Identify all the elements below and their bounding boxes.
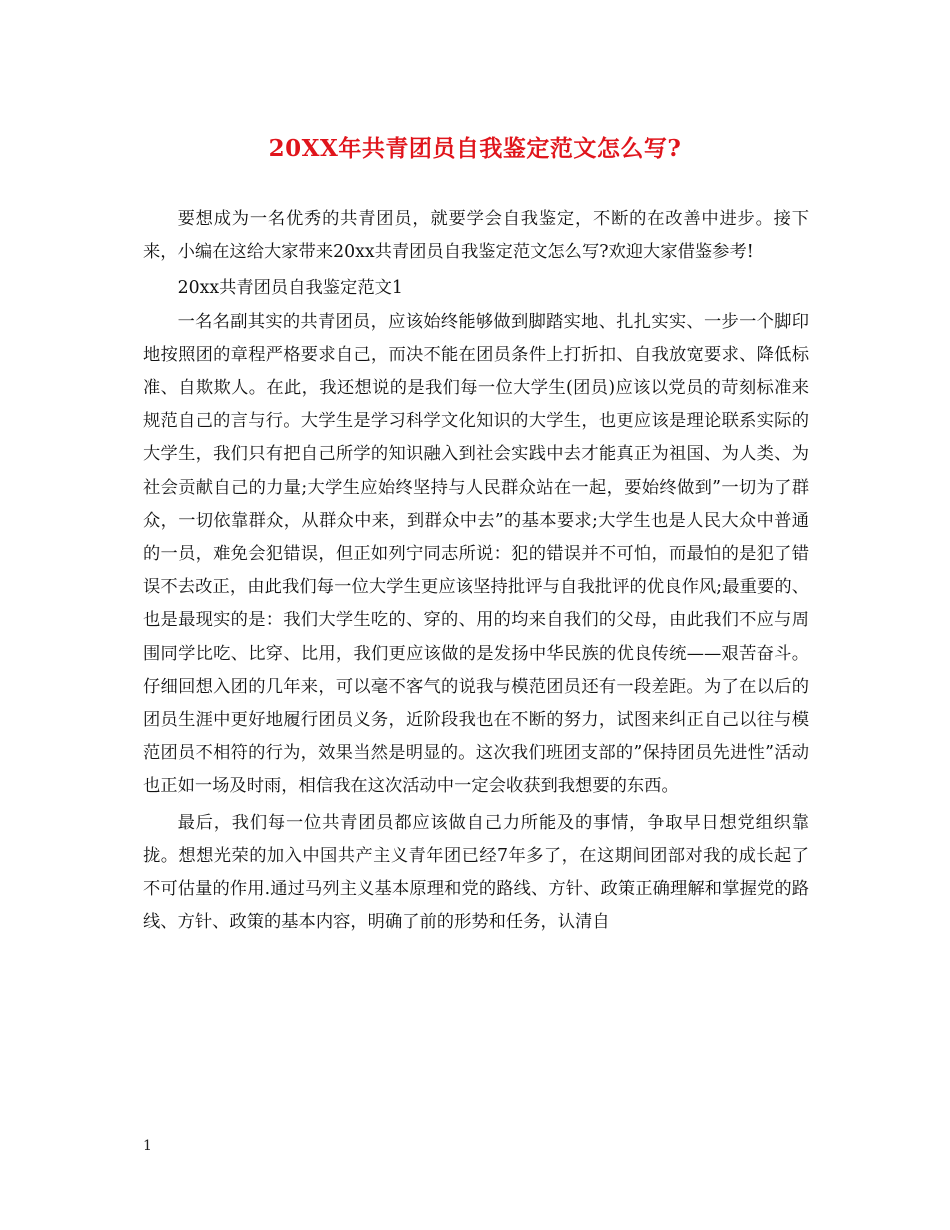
body-paragraph: 最后，我们每一位共青团员都应该做自己力所能及的事情，争取早日想党组织靠拢。想想光荣的加入中国共产主义青年团已经7年多了，在这期间团部对我的成长起了不可估量的作用.通过马列主义基本原理和党的路线、方针、政策正确理解和掌握党的路线、方针、政策的基本内容，明确了前的形势和任务，认清自 bbox=[143, 812, 809, 933]
document-body bbox=[143, 203, 809, 939]
body-paragraph: 一名名副其实的共青团员，应该始终能够做到脚踏实地、扎扎实实、一步一个脚印地按照团的章程严格要求自己，而决不能在团员条件上打折扣、自我放宽要求、降低标准、自欺欺人。在此，我还想说的是我们每一位大学生(团员)应该以党员的苛刻标准来规范自己的言与行。大学生是学习科学文化知识的大学生，也更应该是理论联系实际的大学生，我们只有把自己所学的知识融入到社会实践中去才能真正为祖国、为人类、为社会贡献自己的力量;大学生应始终坚持与人民群众站在一起，要始终做到”一切为了群众，一切依靠群众，从群众中来，到群众中去”的基本要求;大学生也是人民大众中普通的一员，难免会犯错误，但正如列宁同志所说：犯的错误并不可怕，而最怕的是犯了错误不去改正，由此我们每一位大学生更应该坚持批评与自我批评的优良作风;最重要的、也是最现实的是：我们大学生吃的、穿的、用的均来自我们的父母，由此我们不应与周围同学比吃、比穿、比用，我们更应该做的是发扬中华民族的优良传统——艰苦奋斗。仔细回想入团的几年来，可以毫不客气的说我与模范团员还有一段差距。为了在以后的团员生涯中更好地履行团员义务，近阶段我也在不断的努力，试图来纠正自己以往与模范团员不相符的行为，效果当然是明显的。这次我们班团支部的”保持团员先进性”活动也正如一场及时雨，相信我在这次活动中一定会收获到我想要的东西。 bbox=[143, 311, 809, 797]
section-heading: 20xx共青团员自我鉴定范文1 bbox=[177, 278, 403, 299]
page-number: 1 bbox=[143, 1138, 152, 1154]
intro-paragraph: 要想成为一名优秀的共青团员，就要学会自我鉴定，不断的在改善中进步。接下来，小编在这给大家带来20xx共青团员自我鉴定范文怎么写?欢迎大家借鉴参考! bbox=[143, 209, 809, 263]
document-title: 20XX年共青团员自我鉴定范文怎么写? bbox=[268, 135, 682, 162]
